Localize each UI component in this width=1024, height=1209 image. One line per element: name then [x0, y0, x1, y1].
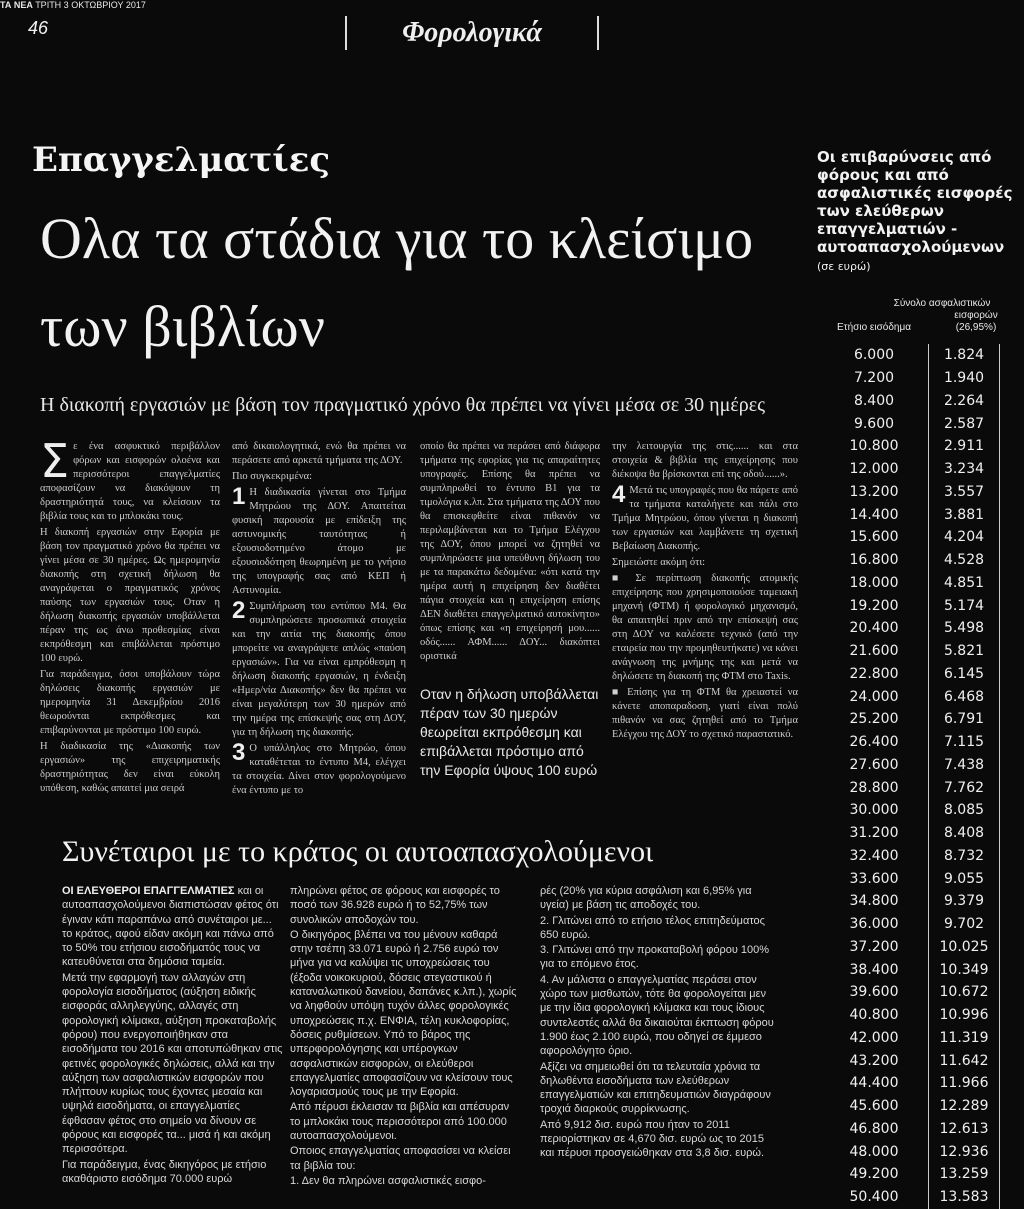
paragraph: Ο δικηγόρος βλέπει να του μένουν καθαρά στην τσέπη 33.071 ευρώ ή 2.756 ευρώ τον μήνα για να καλύψει τις υποχρεώσεις του (έξοδα νοικοκυριού, δόσεις στεγαστικού ή καταναλωτικού δανείου, δαπάνες κ.λπ.), χωρίς να ληφθούν υπόψη τυχόν άλλες φορολογικές υποχρεώσεις π.χ. ΕΝΦΙΑ, τέλη κυκλοφορίας, δόσεις ρυθμίσεων. Υπό το βάρος της υπερφορολόγησης και υπέρογκων ασφαλιστικών εισφορών, οι ελεύθεροι επαγγελματίες αποφασίζουν να κλείσουν τους λογαριασμούς τους με την Εφορία.: [290, 928, 517, 1099]
step-2: 2 Συμπλήρωση του εντύπου Μ4. Θα συμπληρώσετε προσωπικά στοιχεία και την αιτία της διακοπής όπου μπορείτε να αναγράψετε απλώς «παύση εργασιών». Για να είναι εμπρόθεσμη η δήλωση διακοπής εργασιών, η ένδειξη «Ημερ/νία Διακοπής» δεν θα πρέπει να είναι μεγαλύτερη των 30 ημερών από την ημέρα της επίσκεψής σας στη ΔΟΥ, για τη δήλωση της διακοπής.: [232, 597, 406, 738]
section-title: Φορολογικά: [345, 16, 599, 50]
table-row: [820, 731, 1000, 754]
sidebar-unit: (σε ευρώ): [817, 260, 871, 273]
income-cell: 33.600: [849, 870, 899, 887]
contribution-cell: 6.145: [929, 663, 1000, 686]
paragraph: την λειτουργία της στις...... και στα στοιχεία & βιβλία της επιχείρησης που διέκοψα θα βρίσκονται επί της οδού......».: [612, 441, 798, 480]
table-row: [820, 1186, 1000, 1209]
income-cell: 38.400: [849, 961, 899, 978]
income-cell: 12.000: [849, 461, 899, 478]
step-3: 3 Ο υπάλληλος στο Μητρώο, όπου καταθέτεται το έντυπο Μ4, ελέγχει τα στοιχεία. Δίνει στον φορολογούμενο ένα έντυπο με το: [232, 739, 406, 796]
paragraph: οποίο θα πρέπει να περάσει από διάφορα τμήματα της εφορίας για τις απαραίτητες υπογραφές. Επίσης θα πρέπει να συμπληρωθεί το έντυπο Β1 για τα τιμολόγια κ.λπ. Στα τμήματα της ΔΟΥ που θα επισκεφθείτε είναι πιθανόν να περιλαμβάνεται και το Τμήμα Ελέγχου της ΔΟΥ, όπου μπορεί να ζητηθεί να συμπληρώσετε μια υπεύθυνη δήλωση του με τα παρακάτω δεδομένα: «ότι κατά την ημέρα αυτή η επιχείρηση δεν διαθέτει πάγια στοιχεία και η επιχείρηση επίσης ΔΕΝ διαθέτει επαγγελματικό αυτοκίνητο» όπως επίσης και «η επιχείρησή μου...... οδός...... ΑΦΜ...... ΔΟΥ... διακόπτει οριστικά: [420, 441, 600, 662]
table-row: [820, 617, 1000, 640]
article-column-4: [612, 440, 798, 744]
income-cell: 34.800: [849, 893, 899, 910]
table-row: [820, 1027, 1000, 1050]
contribution-cell: 1.824: [929, 344, 1000, 367]
pull-quote: Οταν η δήλωση υποβάλλεται πέραν των 30 ημερών θεωρείται εκπρόθεσμη και επιβάλλεται πρόστιμο από την Εφορία ύψους 100 ευρώ: [420, 686, 599, 778]
step-number: 1: [232, 483, 246, 510]
table-header-col2-c: (26,95%): [955, 322, 997, 333]
paragraph: πληρώνει φέτος σε φόρους και εισφορές το ποσό των 36.928 ευρώ ή το 52,75% των συνολικών αποδοχών του.: [290, 885, 500, 926]
contribution-cell: 10.349: [929, 958, 1000, 981]
paragraph: Για παράδειγμα, όσοι υποβάλουν τώρα δηλώσεις διακοπής εργασιών με ημερομηνία 31 Δεκεμβρίου 2016 θεωρούνται εκπρόθεσμες και επιβαρύνονται με πρόστιμο 100 ευρώ.: [40, 669, 220, 736]
income-cell: 19.200: [849, 597, 899, 614]
paragraph: Η διαδικασία της «Διακοπής των εργασιών» της επιχειρηματικής δραστηριότητας δεν είναι εύκολη υπόθεση, καθώς απαιτεί μια σειρά: [40, 741, 220, 794]
table-row: [820, 435, 1000, 458]
income-cell: 24.000: [849, 688, 899, 705]
contribution-cell: 5.174: [929, 594, 1000, 617]
income-cell: 28.800: [849, 779, 899, 796]
step-4: 4 Μετά τις υπογραφές που θα πάρετε από τα τμήματα καταλήγετε και πάλι στο Τμήμα Μητρώου, όπου γίνεται η διακοπή των εργασιών και λαμβάνετε τη σχετική Βεβαίωση Διακοπής.: [612, 481, 798, 552]
table-row: [820, 1163, 1000, 1186]
paragraph: Από 9,912 δισ. ευρώ που ήταν το 2011 περιορίστηκαν σε 4,670 δισ. ευρώ ως το 2015 και πέρυσι προσγειώθηκαν στα 3,8 δισ. ευρώ.: [540, 1118, 765, 1160]
contribution-cell: 3.881: [929, 503, 1000, 526]
drop-cap: Σ: [40, 434, 70, 488]
table-row: [820, 890, 1000, 913]
step-number: 2: [232, 597, 246, 624]
table-row: [820, 1049, 1000, 1072]
paragraph: ■ Σε περίπτωση διακοπής ατομικής επιχείρησης που χρησιμοποιούσε ταμειακή μηχανή (ΦΤΜ) ή φορολογικό μηχανισμό, θα απαιτηθεί πριν από την επίσκεψή σας στη ΔΟΥ να καλέσετε τεχνικό (από την εταιρεία που την προμηθευτήκατε) να κάνει ανάγνωση της μνήμης της και μετά να δηλώσετε τη διακοπή της ΦΤΜ στο Taxis.: [612, 573, 798, 682]
income-cell: 48.000: [849, 1143, 899, 1160]
newspaper-name: ΤΑ ΝΕΑ: [0, 0, 33, 10]
sidebar-title: Οι επιβαρύνσεις από φόρους και από ασφαλιστικές εισφορές των ελεύθερων επαγγελματιών - αυτοαπασχολούμενων (σε ευρώ): [817, 148, 1013, 273]
income-cell: 45.600: [849, 1098, 899, 1115]
income-cell: 37.200: [849, 938, 899, 955]
paragraph: 1. Δεν θα πληρώνει ασφαλιστικές εισφο-: [290, 1174, 486, 1187]
table-row: [820, 572, 1000, 595]
article2-headline: Συνέταιροι με το κράτος οι αυτοαπασχολούμενοι: [62, 835, 654, 868]
income-cell: 46.800: [849, 1120, 899, 1137]
contribution-cell: 2.587: [929, 412, 1000, 435]
table-row: [820, 1004, 1000, 1027]
contribution-cell: 8.408: [929, 822, 1000, 845]
contribution-cell: 10.025: [929, 936, 1000, 959]
contribution-cell: 6.791: [929, 708, 1000, 731]
paragraph: Η διακοπή εργασιών στην Εφορία με βάση τον πραγματικό χρόνο θα πρέπει να γίνει μέσα σε 30 ημέρες. Ως ημερομηνία διακοπής στη σχετική δήλωση θα αναγράφεται ο πραγματικός χρόνος παύσης των εργασιών τους. Οταν η δήλωση διακοπής εργασιών υποβάλλεται πέραν της ως άνω προθεσμίας είναι εκπρόθεσμη και επιβάλλεται πρόστιμο 100 ευρώ.: [40, 527, 220, 664]
contribution-cell: 11.642: [929, 1049, 1000, 1072]
income-cell: 15.600: [849, 529, 899, 546]
article2-column-1: ΟΙ ΕΛΕΥΘΕΡΟΙ ΕΠΑΓΓΕΛΜΑΤΙΕΣ και οι αυτοαπασχολούμενοι διαπιστώσαν φέτος ότι έγιναν κάτι παραπάνω από συνέταιροι με... το κράτος, αφού είδαν ακόμη και πάνω από το 50% του ετήσιου εισοδήματός τους να κατευθύνεται στα δημόσια ταμεία. Μετά την εφαρμογή των αλλαγών στη φορολογία εισοδήματος (αύξηση ειδικής εισφοράς αλληλεγγύης, αλλαγές στη φορολογική κλίμακα, αύξηση προκαταβολής φόρου) που ενεργοποιήθηκαν στα εισοδήματα του 2016 και αποτυπώθηκαν στις φετινές φορολογικές δηλώσεις, αλλά και την αύξηση των ασφαλιστικών εισφορών που πλήττουν κυρίως τους έχοντες μεσαία και υψηλά εισοδήματα, οι επαγγελματίες έφθασαν φέτος στο σημείο να δίνουν σε φόρους και εισφορές τα... μισά ή και ακόμη περισσότερα. Για παράδειγμα, ένας δικηγόρος με ετήσιο ακαθάριστο εισόδημα 70.000 ευρώ: [62, 885, 283, 1185]
paragraph: 4. Αν μάλιστα ο επαγγελματίας περάσει στον χώρο των μισθωτών, τότε θα φορολογείται μεν με την ίδια φορολογική κλίμακα και τους ίδιους συντελεστές αλλά θα δικαιούται έκπτωση φόρου 1.900 έως 2.100 ευρώ, που οδηγεί σε έμμεσο αφορολόγητο όριο.: [540, 973, 774, 1058]
contribution-cell: 7.438: [929, 754, 1000, 777]
table-row: [820, 799, 1000, 822]
table-row: [820, 412, 1000, 435]
table-row: [820, 958, 1000, 981]
contribution-cell: 13.583: [929, 1186, 1000, 1209]
contribution-cell: 9.702: [929, 913, 1000, 936]
paragraph: Από πέρυσι έκλεισαν τα βιβλία και απέσυραν το μπλοκάκι τους περισσότεροι από 100.000 αυτοαπασχολούμενοι.: [290, 1101, 510, 1143]
table-row: [820, 776, 1000, 799]
income-cell: 32.400: [849, 847, 899, 864]
contribution-cell: 3.234: [929, 458, 1000, 481]
article-column-1: [40, 434, 220, 798]
table-row: [820, 344, 1000, 367]
income-cell: 49.200: [849, 1166, 899, 1183]
contribution-cell: 9.379: [929, 890, 1000, 913]
contribution-cell: 12.289: [929, 1095, 1000, 1118]
article-column-3: [420, 440, 600, 666]
paragraph: από δικαιολογητικά, ενώ θα πρέπει να περάσετε από αρκετά τμήματα της ΔΟΥ.: [232, 441, 406, 466]
contribution-cell: 4.528: [929, 549, 1000, 572]
income-cell: 18.000: [849, 574, 899, 591]
contribution-cell: 11.966: [929, 1072, 1000, 1095]
paragraph: Για παράδειγμα, ένας δικηγόρος με ετήσιο ακαθάριστο εισόδημα 70.000 ευρώ: [62, 1158, 267, 1185]
table-row: [820, 526, 1000, 549]
income-cell: 13.200: [849, 483, 899, 500]
contribution-cell: 7.762: [929, 776, 1000, 799]
income-cell: 26.400: [849, 734, 899, 751]
table-row: [820, 549, 1000, 572]
table-header-col1: Ετήσιο εισόδημα: [837, 322, 911, 333]
contribution-cell: 7.115: [929, 731, 1000, 754]
page-number: 46: [28, 18, 49, 38]
article2-column-3: [540, 884, 780, 1162]
table-row: [820, 867, 1000, 890]
table-row: [820, 458, 1000, 481]
income-cell: 30.000: [849, 802, 899, 819]
table-row: [820, 663, 1000, 686]
income-cell: 21.600: [849, 643, 899, 660]
paragraph: 2. Γλιτώνει από το ετήσιο τέλος επιτηδεύματος 650 ευρώ.: [540, 914, 765, 941]
income-cell: 31.200: [849, 825, 899, 842]
article-kicker: Επαγγελματίες: [32, 140, 331, 180]
table-header-col2-b: εισφορών: [954, 310, 998, 321]
income-cell: 25.200: [849, 711, 899, 728]
table-row: [820, 1118, 1000, 1141]
contribution-cell: 12.613: [929, 1118, 1000, 1141]
contribution-cell: 4.851: [929, 572, 1000, 595]
table-row: [820, 822, 1000, 845]
income-cell: 14.400: [849, 506, 899, 523]
table-row: [820, 481, 1000, 504]
article-column-2: [232, 440, 406, 800]
table-row: [820, 981, 1000, 1004]
step-1: 1 Η διαδικασία γίνεται στο Τμήμα Μητρώου της ΔΟΥ. Απαιτείται φυσική παρουσία με επίδειξη της αστυνομικής ταυτότητας ή εξουσιοδοτημένο άτομο με εξουσιοδότηση θεωρημένη με το γνήσιο της υπογραφής σας από ΚΕΠ ή Αστυνομία.: [232, 483, 406, 596]
contribution-cell: 13.259: [929, 1163, 1000, 1186]
article-subheadline: Η διακοπή εργασιών με βάση τον πραγματικό χρόνο θα πρέπει να γίνει μέσα σε 30 ημέρες: [40, 394, 766, 416]
contributions-table: [820, 344, 1000, 1209]
income-cell: 36.000: [849, 916, 899, 933]
table-row: [820, 1072, 1000, 1095]
table-row: [820, 594, 1000, 617]
table-row: [820, 754, 1000, 777]
contribution-cell: 2.264: [929, 390, 1000, 413]
income-cell: 20.400: [849, 620, 899, 637]
contribution-cell: 4.204: [929, 526, 1000, 549]
contribution-cell: 8.085: [929, 799, 1000, 822]
income-cell: 8.400: [853, 392, 895, 409]
table-row: [820, 913, 1000, 936]
contribution-cell: 10.672: [929, 981, 1000, 1004]
contribution-cell: 1.940: [929, 367, 1000, 390]
table-row: [820, 685, 1000, 708]
table-row: [820, 503, 1000, 526]
contribution-cell: 9.055: [929, 867, 1000, 890]
table-row: [820, 640, 1000, 663]
contribution-cell: 3.557: [929, 481, 1000, 504]
issue-date: ΤΡΙΤΗ 3 ΟΚΤΩΒΡΙΟΥ 2017: [35, 0, 146, 10]
step-number: 3: [232, 739, 246, 766]
income-cell: 39.600: [849, 984, 899, 1001]
income-cell: 7.200: [853, 370, 895, 387]
income-cell: 9.600: [853, 415, 895, 432]
income-cell: 10.800: [849, 438, 899, 455]
paragraph: ■ Επίσης για τη ΦΤΜ θα χρειαστεί να κάνετε αποπαραδοση, γιατί είναι πολύ πιθανόν να σας ζητηθεί από το Τμήμα Ελέγχου της ΔΟΥ το σχετικό παραστατικό.: [612, 687, 798, 740]
contribution-cell: 5.498: [929, 617, 1000, 640]
contribution-cell: 6.468: [929, 685, 1000, 708]
paragraph: ρές (20% για κύρια ασφάλιση και 6,95% για υγεία) με βάση τις αποδοχές του.: [540, 885, 752, 912]
table-header-col2-a: Σύνολο ασφαλιστικών: [893, 298, 991, 309]
contribution-cell: 11.319: [929, 1027, 1000, 1050]
table-row: [820, 390, 1000, 413]
table-row: [820, 845, 1000, 868]
contribution-cell: 2.911: [929, 435, 1000, 458]
table-row: [820, 1140, 1000, 1163]
paragraph: Σημειώστε ακόμη ότι:: [612, 557, 706, 568]
table-row: [820, 708, 1000, 731]
income-cell: 6.000: [853, 347, 895, 364]
contribution-cell: 10.996: [929, 1004, 1000, 1027]
income-cell: 27.600: [849, 756, 899, 773]
step-number: 4: [612, 481, 626, 508]
income-cell: 42.000: [849, 1029, 899, 1046]
contribution-cell: 12.936: [929, 1140, 1000, 1163]
article-headline: Ολα τα στάδια για το κλείσιμο των βιβλίων: [40, 206, 754, 359]
paragraph: Αξίζει να σημειωθεί ότι τα τελευταία χρόνια τα δηλωθέντα εισοδήματα των ελεύθερων επαγγελματιών και επιτηδευματιών διαγράφουν τροχιά διαρκούς συρρίκνωσης.: [540, 1060, 771, 1116]
article2-column-2: [290, 884, 520, 1189]
paragraph: 3. Γλιτώνει από την προκαταβολή φόρου 100% για το επόμενο έτος.: [540, 944, 770, 971]
income-cell: 16.800: [849, 552, 899, 569]
income-cell: 44.400: [849, 1075, 899, 1092]
masthead-line: [0, 0, 1024, 10]
paragraph: Πιο συγκεκριμένα:: [232, 471, 313, 482]
paragraph: ε ένα ασφυκτικό περιβάλλον φόρων και εισφορών ολοένα και περισσότεροι επαγγελματίες αποφασίζουν να διακόψουν τη δραστηριότητά τους, να κλείσουν τα βιβλία τους και το μπλοκάκι τους.: [40, 441, 220, 522]
table-row: [820, 367, 1000, 390]
contribution-cell: 8.732: [929, 845, 1000, 868]
contribution-cell: 5.821: [929, 640, 1000, 663]
income-cell: 43.200: [849, 1052, 899, 1069]
table-row: [820, 1095, 1000, 1118]
paragraph: Οποιος επαγγελματίας αποφασίσει να κλείσει τα βιβλία του:: [290, 1145, 511, 1172]
lead-in: ΟΙ ΕΛΕΥΘΕΡΟΙ ΕΠΑΓΓΕΛΜΑΤΙΕΣ: [62, 885, 235, 897]
paragraph: Μετά την εφαρμογή των αλλαγών στη φορολογία εισοδήματος (αύξηση ειδικής εισφοράς αλληλεγγύης, αλλαγές στη φορολογική κλίμακα, αύξηση προκαταβολής φόρου) που ενεργοποιήθηκαν στα εισοδήματα του 2016 και αποτυπώθηκαν στις φετινές φορολογικές δηλώσεις, αλλά και την αύξηση των ασφαλιστικών εισφορών που πλήττουν κυρίως τους έχοντες μεσαία και υψηλά εισοδήματα, οι επαγγελματίες έφθασαν φέτος στο σημείο να δίνουν σε φόρους και εισφορές τα... μισά ή και ακόμη περισσότερα.: [62, 971, 283, 1156]
table-row: [820, 936, 1000, 959]
income-cell: 22.800: [849, 665, 899, 682]
income-cell: 50.400: [849, 1189, 899, 1206]
income-cell: 40.800: [849, 1007, 899, 1024]
